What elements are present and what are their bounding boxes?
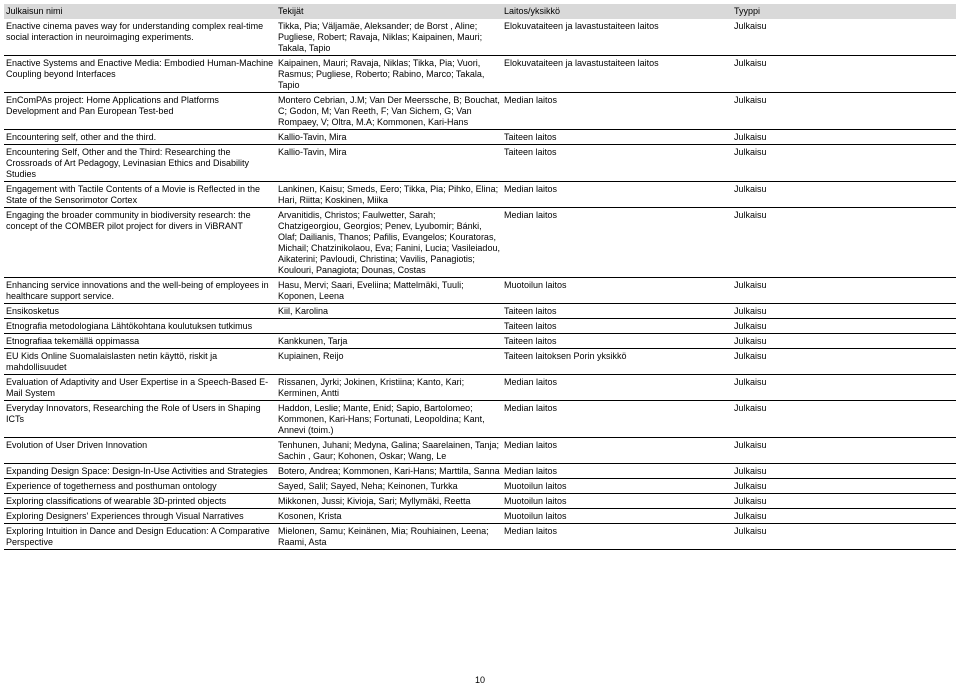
publication-unit: Muotoilun laitos [502, 494, 732, 509]
publication-authors: Arvanitidis, Christos; Faulwetter, Sarah; Chatzigeorgiou, Georgios; Penev, Lyubomir; Bánki, Olaf; Dailianis, Thanos; Pafilis, Evangelos; Kouratoras, Michail; Chatzinikolaou, Eva; Fanini, Lucia; Vasileiadou, Aikaterini; Pavloudi, Christina; Vavilis, Panagiotis; Koulouri, Panagiota; Dounas, Costas [276, 208, 502, 278]
table-row [4, 130, 956, 145]
publication-title: Evaluation of Adaptivity and User Expertise in a Speech-Based E-Mail System [4, 375, 276, 401]
publication-unit: Median laitos [502, 524, 732, 550]
header-title: Julkaisun nimi [4, 4, 276, 19]
publication-title: Enactive Systems and Enactive Media: Embodied Human-Machine Coupling beyond Interfaces [4, 56, 276, 93]
publication-title: Experience of togetherness and posthuman ontology [4, 479, 276, 494]
publication-type: Julkaisu [732, 509, 956, 524]
publication-type: Julkaisu [732, 464, 956, 479]
publication-title: Expanding Design Space: Design-In-Use Activities and Strategies [4, 464, 276, 479]
publication-authors: Kallio-Tavin, Mira [276, 145, 502, 182]
table-row [4, 319, 956, 334]
table-row [4, 375, 956, 401]
publication-authors: Sayed, Salil; Sayed, Neha; Keinonen, Turkka [276, 479, 502, 494]
publication-unit: Taiteen laitos [502, 319, 732, 334]
publications-table [4, 4, 956, 550]
publication-unit: Taiteen laitos [502, 145, 732, 182]
publication-type: Julkaisu [732, 494, 956, 509]
publication-unit: Taiteen laitos [502, 304, 732, 319]
publication-unit: Median laitos [502, 401, 732, 438]
header-unit: Laitos/yksikkö [502, 4, 732, 19]
publication-authors: Mikkonen, Jussi; Kivioja, Sari; Myllymäki, Reetta [276, 494, 502, 509]
publication-type: Julkaisu [732, 93, 956, 130]
publication-type: Julkaisu [732, 334, 956, 349]
table-row [4, 401, 956, 438]
publication-type: Julkaisu [732, 208, 956, 278]
publication-unit: Muotoilun laitos [502, 509, 732, 524]
publication-unit: Elokuvataiteen ja lavastustaiteen laitos [502, 19, 732, 56]
table-row [4, 438, 956, 464]
publication-unit: Median laitos [502, 93, 732, 130]
publication-title: Encountering Self, Other and the Third: Researching the Crossroads of Art Pedagogy, Levinasian Ethics and Disability Studies [4, 145, 276, 182]
publication-title: Everyday Innovators, Researching the Role of Users in Shaping ICTs [4, 401, 276, 438]
publication-authors: Tenhunen, Juhani; Medyna, Galina; Saarelainen, Tanja; Sachin , Gaur; Kohonen, Oskar; Wang, Le [276, 438, 502, 464]
publication-type: Julkaisu [732, 524, 956, 550]
publication-unit: Taiteen laitos [502, 130, 732, 145]
publication-authors: Lankinen, Kaisu; Smeds, Eero; Tikka, Pia; Pihko, Elina; Hari, Riitta; Koskinen, Miika [276, 182, 502, 208]
table-body [4, 19, 956, 550]
publication-title: Ensikosketus [4, 304, 276, 319]
publication-type: Julkaisu [732, 19, 956, 56]
publication-unit: Muotoilun laitos [502, 479, 732, 494]
publication-authors: Kosonen, Krista [276, 509, 502, 524]
table-row [4, 93, 956, 130]
publication-type: Julkaisu [732, 304, 956, 319]
page-number: 10 [474, 675, 485, 685]
publication-authors: Hasu, Mervi; Saari, Eveliina; Mattelmäki, Tuuli; Koponen, Leena [276, 278, 502, 304]
table-row [4, 182, 956, 208]
publication-title: Engaging the broader community in biodiversity research: the concept of the COMBER pilot project for divers in ViBRANT [4, 208, 276, 278]
table-row [4, 479, 956, 494]
publication-type: Julkaisu [732, 401, 956, 438]
publication-authors: Mielonen, Samu; Keinänen, Mia; Rouhiainen, Leena; Raami, Asta [276, 524, 502, 550]
table-row [4, 524, 956, 550]
publication-type: Julkaisu [732, 479, 956, 494]
publication-authors: Tikka, Pia; Väljamäe, Aleksander; de Borst , Aline; Pugliese, Robert; Ravaja, Niklas; Kaipainen, Mauri; Takala, Tapio [276, 19, 502, 56]
publication-authors: Botero, Andrea; Kommonen, Kari-Hans; Marttila, Sanna [276, 464, 502, 479]
header-authors: Tekijät [276, 4, 502, 19]
publication-type: Julkaisu [732, 349, 956, 375]
table-row [4, 278, 956, 304]
publication-unit: Median laitos [502, 375, 732, 401]
publication-unit: Taiteen laitoksen Porin yksikkö [502, 349, 732, 375]
header-type: Tyyppi [732, 4, 956, 19]
table-header-row [4, 4, 956, 19]
table-row [4, 145, 956, 182]
publication-title: Exploring classifications of wearable 3D-printed objects [4, 494, 276, 509]
publication-authors: Kupiainen, Reijo [276, 349, 502, 375]
publication-unit: Median laitos [502, 464, 732, 479]
publication-unit: Median laitos [502, 438, 732, 464]
table-row [4, 494, 956, 509]
publication-type: Julkaisu [732, 56, 956, 93]
publication-authors: Kaipainen, Mauri; Ravaja, Niklas; Tikka, Pia; Vuori, Rasmus; Pugliese, Roberto; Rabino, Marco; Takala, Tapio [276, 56, 502, 93]
publication-authors: Kallio-Tavin, Mira [276, 130, 502, 145]
publication-type: Julkaisu [732, 130, 956, 145]
publication-title: Exploring Designers' Experiences through Visual Narratives [4, 509, 276, 524]
publication-unit: Median laitos [502, 208, 732, 278]
publication-authors: Rissanen, Jyrki; Jokinen, Kristiina; Kanto, Kari; Kerminen, Antti [276, 375, 502, 401]
table-row [4, 334, 956, 349]
table-row [4, 464, 956, 479]
publication-unit: Elokuvataiteen ja lavastustaiteen laitos [502, 56, 732, 93]
publication-unit: Median laitos [502, 182, 732, 208]
publication-authors [276, 319, 502, 334]
publication-title: Encountering self, other and the third. [4, 130, 276, 145]
publication-type: Julkaisu [732, 182, 956, 208]
publication-type: Julkaisu [732, 145, 956, 182]
publication-title: Enactive cinema paves way for understanding complex real-time social interaction in neuroimaging experiments. [4, 19, 276, 56]
publication-title: Evolution of User Driven Innovation [4, 438, 276, 464]
publication-title: EU Kids Online Suomalaislasten netin käyttö, riskit ja mahdollisuudet [4, 349, 276, 375]
publication-type: Julkaisu [732, 319, 956, 334]
table-row [4, 19, 956, 56]
table-row [4, 349, 956, 375]
publication-authors: Kiil, Karolina [276, 304, 502, 319]
table-row [4, 304, 956, 319]
table-row [4, 509, 956, 524]
publication-title: Enhancing service innovations and the well-being of employees in healthcare support service. [4, 278, 276, 304]
table-row [4, 56, 956, 93]
publication-authors: Kankkunen, Tarja [276, 334, 502, 349]
publication-title: EnComPAs project: Home Applications and Platforms Development and Pan European Test-bed [4, 93, 276, 130]
publication-type: Julkaisu [732, 438, 956, 464]
publication-type: Julkaisu [732, 375, 956, 401]
publication-unit: Muotoilun laitos [502, 278, 732, 304]
publication-title: Engagement with Tactile Contents of a Movie is Reflected in the State of the Sensorimotor Cortex [4, 182, 276, 208]
publication-title: Etnografiaa tekemällä oppimassa [4, 334, 276, 349]
publication-unit: Taiteen laitos [502, 334, 732, 349]
publication-type: Julkaisu [732, 278, 956, 304]
publication-authors: Montero Cebrian, J.M; Van Der Meerssche, B; Bouchat, C; Godon, M; Van Reeth, F; Van Sichem, G; Van Rompaey, V; Oltra, M.A; Kommonen, Kari-Hans [276, 93, 502, 130]
publication-authors: Haddon, Leslie; Mante, Enid; Sapio, Bartolomeo; Kommonen, Kari-Hans; Fortunati, Leopoldina; Kant, Annevi (toim.) [276, 401, 502, 438]
table-row [4, 208, 956, 278]
publication-title: Etnografia metodologiana Lähtökohtana koulutuksen tutkimus [4, 319, 276, 334]
publication-title: Exploring Intuition in Dance and Design Education: A Comparative Perspective [4, 524, 276, 550]
